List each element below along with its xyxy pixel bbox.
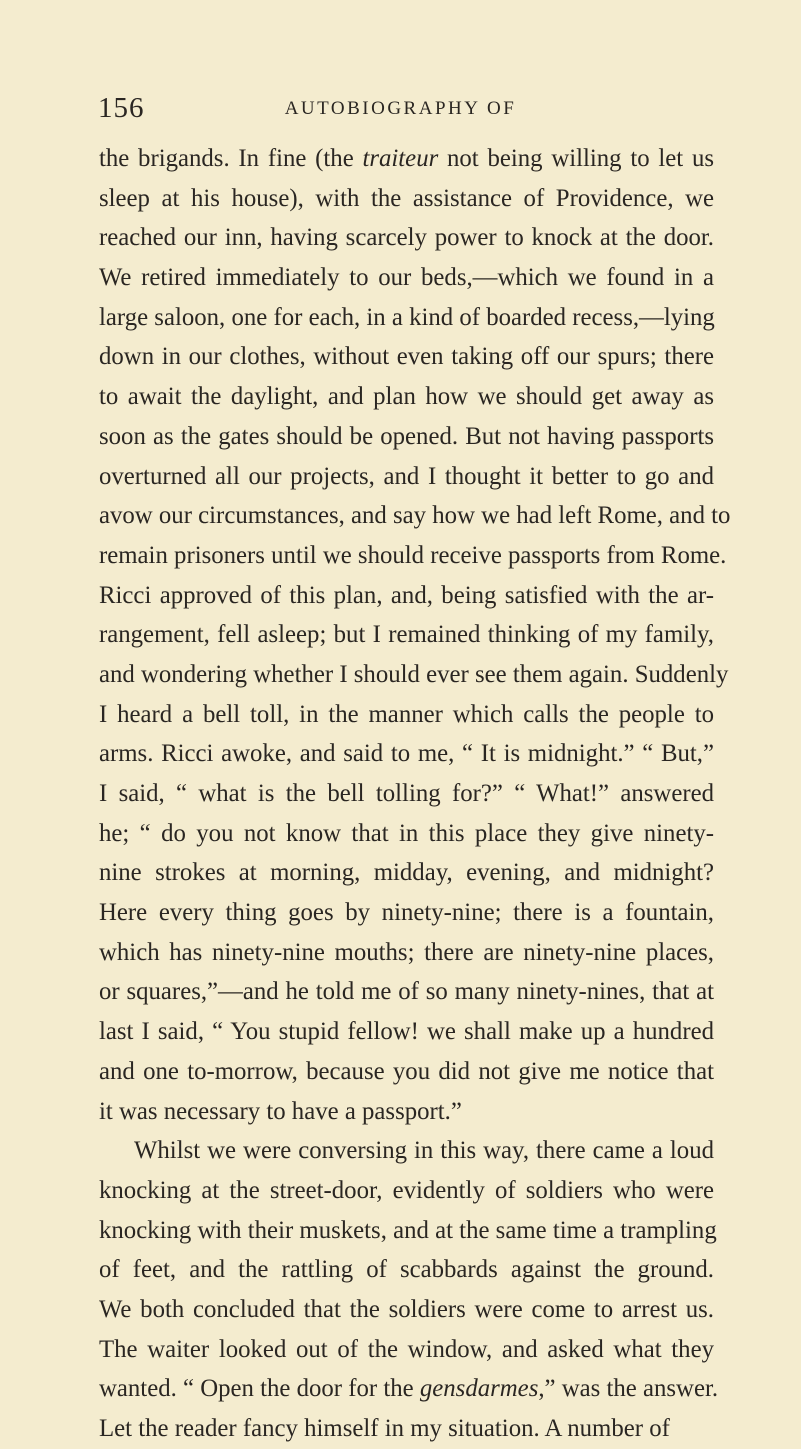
text-segment: which has ninety-nine mouths; there are ninety-nine places, <box>99 938 714 966</box>
text-segment: or squares,”—and he told me of so many ninety-nines, that at <box>99 978 714 1006</box>
text-segment: last I said, “ You stupid fellow! we shall make up a hundred <box>99 1018 714 1046</box>
running-head: AUTOBIOGRAPHY OF <box>284 98 517 119</box>
text-line <box>99 734 714 774</box>
text-line <box>99 655 729 695</box>
text-line <box>99 972 714 1012</box>
text-segment: not being willing to let us <box>438 145 714 172</box>
text-line <box>99 1052 714 1092</box>
text-line <box>99 1330 714 1370</box>
page-number: 156 <box>98 92 145 124</box>
text-segment: I heard a bell toll, in the manner which calls the people to <box>99 700 714 728</box>
text-segment: I said, “ what is the bell tolling for?” “ What!” answered <box>99 780 714 807</box>
text-line <box>99 496 731 536</box>
text-line <box>99 1012 714 1052</box>
text-line <box>99 695 714 735</box>
text-segment: sleep at his house), with the assistance of Providence, we <box>99 184 714 212</box>
text-segment: The waiter looked out of the window, and asked what they <box>99 1335 714 1363</box>
page-header <box>0 88 801 128</box>
text-segment: and one to-morrow, because you did not give me notice that <box>99 1057 714 1085</box>
text-line <box>99 218 714 258</box>
text-line <box>99 1250 714 1290</box>
text-line <box>99 457 714 497</box>
text-segment: knocking with their muskets, and at the same time a trampling <box>99 1216 717 1244</box>
text-segment: Here every thing goes by ninety-nine; there is a fountain, <box>99 899 714 927</box>
text-segment: arms. Ricci awoke, and said to me, “ It is midnight.” “ But,” <box>99 740 714 768</box>
text-line <box>99 615 714 655</box>
text-line <box>99 536 727 576</box>
text-line <box>99 1409 714 1449</box>
text-segment: avow our circumstances, and say how we had left Rome, and to <box>99 502 731 530</box>
text-line <box>99 377 714 417</box>
text-line <box>99 1171 714 1211</box>
text-segment: Ricci approved of this plan, and, being satisfied with the ar- <box>99 581 714 609</box>
text-line <box>99 1290 714 1330</box>
text-segment: Whilst we were conversing in this way, there came a loud <box>134 1137 714 1165</box>
text-line <box>99 933 714 973</box>
text-line <box>99 1131 714 1171</box>
text-segment: of feet, and the rattling of scabbards against the ground. <box>99 1256 714 1284</box>
text-line <box>99 337 714 377</box>
text-line <box>99 576 714 616</box>
text-line <box>99 417 714 457</box>
text-segment: We both concluded that the soldiers were come to arrest us. <box>99 1295 714 1323</box>
text-line <box>99 1369 719 1409</box>
text-segment: the brigands. In fine (the <box>99 145 363 172</box>
text-segment: remain prisoners until we should receive passports from Rome. <box>99 541 727 569</box>
text-line <box>99 893 714 933</box>
text-line <box>99 1211 717 1251</box>
text-segment: wanted. “ Open the door for the <box>99 1375 420 1403</box>
text-segment: and wondering whether I should ever see them again. Suddenly <box>99 660 729 688</box>
text-segment: he; “ do you not know that in this place they give ninety- <box>99 819 714 847</box>
text-segment: reached our inn, having scarcely power to knock at the door. <box>99 224 714 252</box>
text-segment: to await the daylight, and plan how we should get away as <box>99 383 714 411</box>
text-segment: it was necessary to have a passport.” <box>99 1097 462 1125</box>
text-segment: rangement, fell asleep; but I remained thinking of my family, <box>99 621 714 649</box>
text-segment: down in our clothes, without even taking off our spurs; there <box>99 343 714 371</box>
text-segment: soon as the gates should be opened. But not having passports <box>99 422 714 450</box>
text-segment: large saloon, one for each, in a kind of boarded recess,—lying <box>99 303 715 331</box>
text-segment: Let the reader fancy himself in my situation. A number of <box>99 1415 670 1442</box>
text-line <box>99 853 714 893</box>
text-segment: overturned all our projects, and I thought it better to go and <box>99 462 714 490</box>
text-segment: We retired immediately to our beds,—which we found in a <box>99 264 714 292</box>
italic-text: traiteur <box>362 145 439 172</box>
text-segment: knocking at the street-door, evidently of soldiers who were <box>99 1176 714 1204</box>
text-segment: ,” was the answer. <box>538 1375 719 1403</box>
text-line <box>99 774 714 814</box>
text-line <box>99 258 714 298</box>
text-line <box>99 179 714 219</box>
italic-text: gensdarmes <box>419 1375 539 1403</box>
text-line <box>99 1092 714 1132</box>
text-line <box>99 139 714 179</box>
text-line <box>99 814 714 854</box>
text-segment: nine strokes at morning, midday, evening, and midnight? <box>99 859 714 887</box>
body-text <box>99 139 731 1449</box>
text-line <box>99 298 714 338</box>
